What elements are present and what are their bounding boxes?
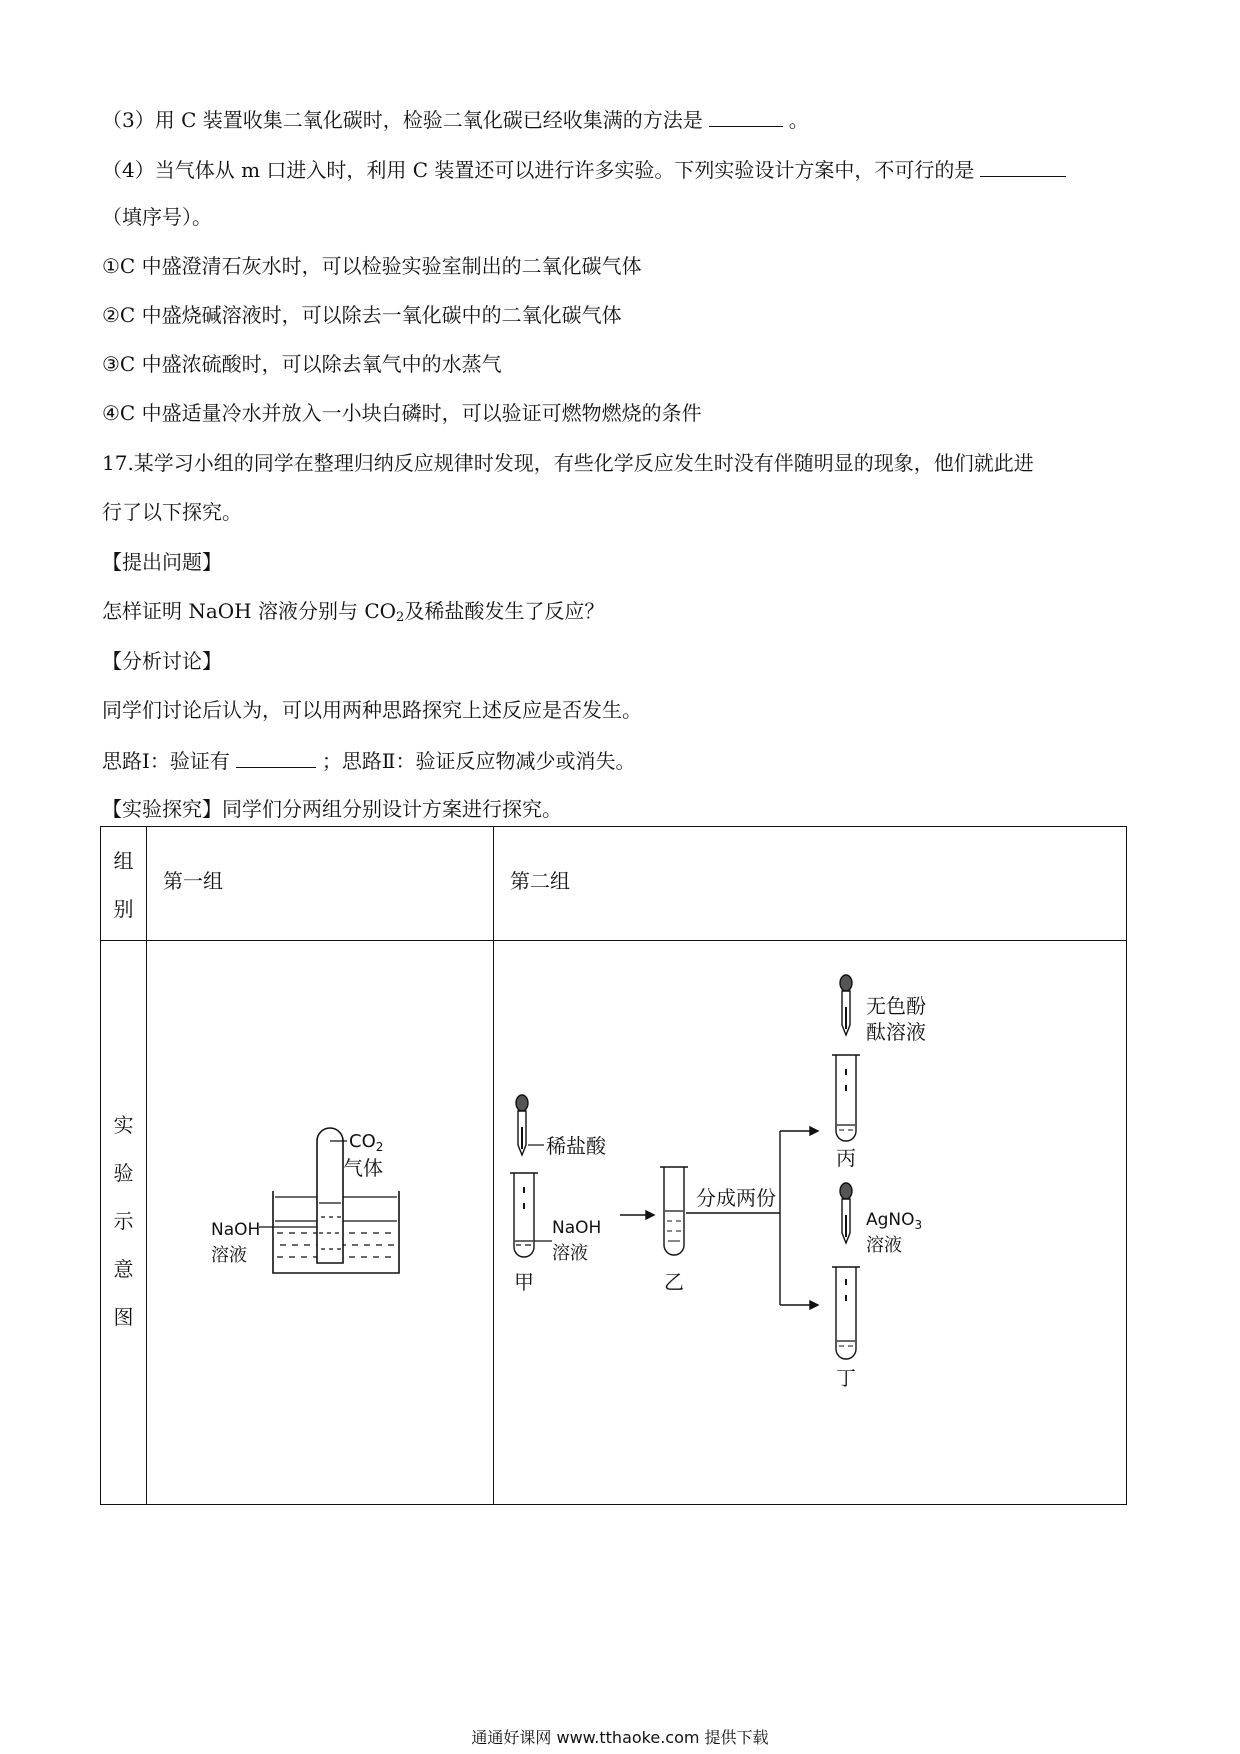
q17-idea-a: 思路Ⅰ：验证有 (102, 749, 230, 773)
q4-cont: （填序号）。 (102, 205, 212, 229)
q17-heading-analysis: 【分析讨论】 (102, 649, 222, 673)
q17-question-sub: 2 (396, 610, 405, 625)
header-group-char-1: 组 (113, 849, 134, 873)
row-label-char-5: 图 (113, 1305, 134, 1329)
header-group-char-2: 别 (113, 897, 134, 921)
experiment-table (100, 826, 1127, 1505)
q17-idea-b: ；思路Ⅱ：验证反应物减少或消失。 (321, 749, 636, 773)
tube-jia (510, 1173, 538, 1257)
q17-experiment-text: 同学们分两组分别设计方案进行探究。 (222, 797, 562, 821)
tube-yi-label: 乙 (664, 1270, 684, 1294)
q17-analysis: 同学们讨论后认为，可以用两种思路探究上述反应是否发生。 (102, 698, 642, 722)
gas-label-co: CO (349, 1131, 376, 1152)
q4-answer-blank[interactable] (980, 154, 1066, 177)
row-label-char-3: 示 (113, 1209, 134, 1233)
tube-bing-label: 丙 (836, 1146, 856, 1170)
naoh2-label-text: 溶液 (552, 1243, 588, 1264)
tube-ding-label: 丁 (836, 1366, 856, 1390)
header-group1: 第一组 (147, 827, 494, 941)
q17-question-a: 怎样证明 NaOH 溶液分别与 CO (102, 599, 397, 623)
naoh-label: NaOH (211, 1220, 261, 1240)
q4-option-2: ②C 中盛烧碱溶液时，可以除去一氧化碳中的二氧化碳气体 (102, 303, 622, 327)
gas-label (349, 1131, 383, 1154)
dropper-phenol (840, 975, 852, 1035)
agno3-label-a: AgNO (866, 1210, 915, 1230)
q17-line2: 行了以下探究。 (102, 500, 242, 524)
q3-line (102, 104, 1142, 134)
naoh2-label: NaOH (552, 1218, 602, 1238)
q17-line1: 17.某学习小组的同学在整理归纳反应规律时发现，有些化学反应发生时没有伴随明显的现象，他们就此进 (102, 451, 1034, 475)
agno3-label (866, 1210, 922, 1232)
header-group-label (101, 827, 147, 941)
q17-idea-blank[interactable] (236, 745, 316, 768)
tube-jia-label: 甲 (514, 1270, 534, 1294)
table-header-row (101, 827, 1127, 941)
group2-diagram (494, 941, 1126, 1499)
gas-label-sub: 2 (375, 1140, 384, 1154)
q17-heading-question: 【提出问题】 (102, 550, 222, 574)
row-label-char-4: 意 (113, 1257, 134, 1281)
naoh-label-text: 溶液 (211, 1245, 247, 1266)
split-label: 分成两份 (696, 1186, 776, 1210)
row-label-char-1: 实 (113, 1113, 134, 1137)
q17-question-b: 及稀盐酸发生了反应？ (404, 599, 605, 623)
agno3-label-sub: 3 (914, 1218, 923, 1232)
header-group2: 第二组 (494, 827, 1127, 941)
tube-bing (832, 1055, 860, 1141)
q17-experiment (102, 795, 1142, 823)
tube-ding (832, 1267, 860, 1359)
page-footer: 通通好课网 www.tthaoke.com 提供下载 (471, 1728, 769, 1747)
q17-ideas (102, 745, 1142, 775)
q17-heading-experiment: 【实验探究】 (102, 797, 222, 821)
inverted-tube (317, 1128, 343, 1263)
split-connector (686, 1127, 818, 1309)
q4-option-3: ③C 中盛浓硫酸时，可以除去氧气中的水蒸气 (102, 352, 502, 376)
dropper-acid (516, 1095, 528, 1155)
gas-label-text: 气体 (343, 1156, 383, 1180)
q4-text: （4）当气体从 m 口进入时，利用 C 装置还可以进行许多实验。下列实验设计方案中，不可行的是 (102, 158, 975, 182)
acid-label: 稀盐酸 (546, 1134, 606, 1158)
agno3-label-text: 溶液 (866, 1235, 902, 1256)
q3-answer-blank[interactable] (709, 104, 783, 127)
row-label (101, 941, 147, 1505)
tube-yi (660, 1167, 688, 1255)
q17-question (102, 597, 1142, 632)
dropper-agno3 (840, 1183, 852, 1243)
group2-diagram-cell (494, 941, 1127, 1505)
q4-line (102, 154, 1142, 184)
q3-text: （3）用 C 装置收集二氧化碳时，检验二氧化碳已经收集满的方法是 (102, 108, 703, 132)
group1-diagram-cell (147, 941, 494, 1505)
q4-option-4: ④C 中盛适量冷水并放入一小块白磷时，可以验证可燃物燃烧的条件 (102, 401, 702, 425)
q3-end: 。 (788, 108, 809, 132)
phenol-label-text: 酞溶液 (866, 1020, 926, 1044)
group1-diagram (147, 941, 493, 1499)
table-diagram-row (101, 941, 1127, 1505)
phenol-label: 无色酚 (866, 994, 926, 1018)
q4-option-1: ①C 中盛澄清石灰水时，可以检验实验室制出的二氧化碳气体 (102, 254, 642, 278)
arrow-jia-yi (620, 1211, 654, 1219)
row-label-char-2: 验 (113, 1161, 134, 1185)
